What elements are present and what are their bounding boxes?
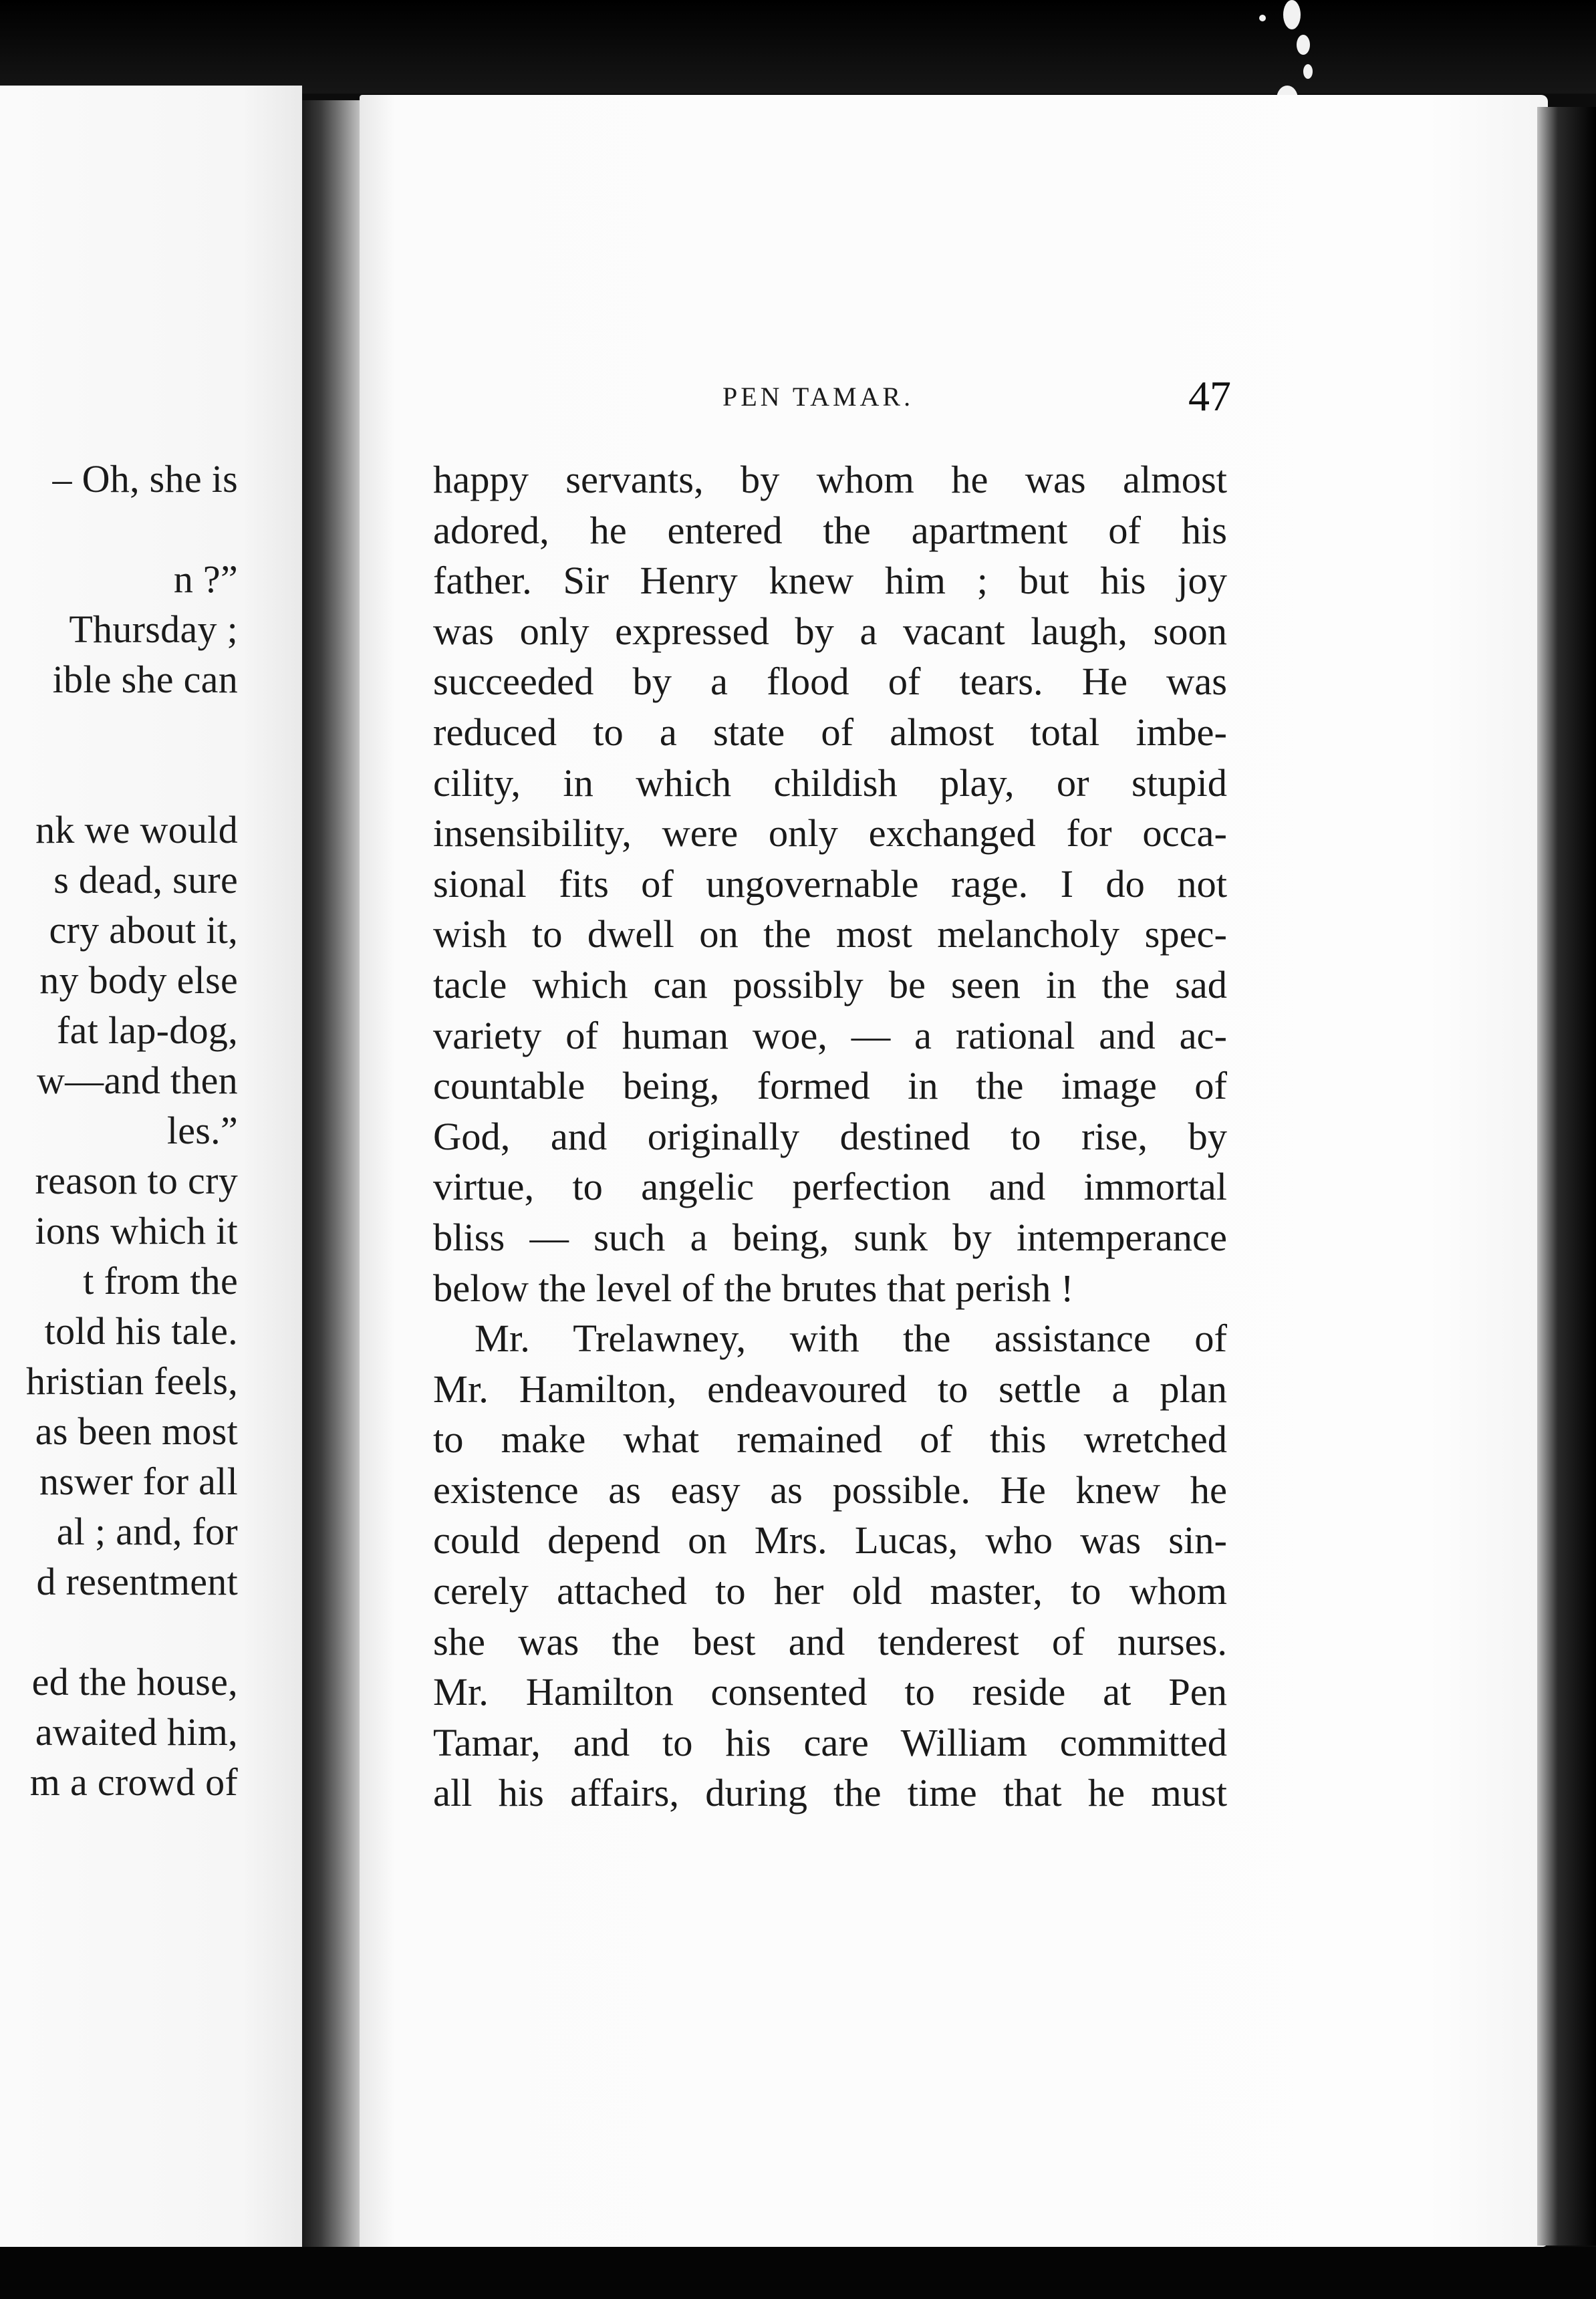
- page-edge-shadow: [1537, 107, 1596, 2246]
- text-line: reduced to a state of almost total imbe-: [433, 710, 1227, 754]
- left-line: d resentment: [36, 1560, 238, 1603]
- text-line: adored, he entered the apartment of his: [433, 508, 1227, 552]
- text-line: cerely attached to her old master, to whom: [433, 1569, 1227, 1613]
- left-line: les.”: [166, 1109, 238, 1152]
- text-line: could depend on Mrs. Lucas, who was sin-: [433, 1518, 1227, 1563]
- text-line: wish to dwell on the most melancholy spec-: [433, 912, 1227, 956]
- left-line: t from the: [83, 1259, 238, 1303]
- left-line: al ; and, for: [56, 1510, 238, 1553]
- left-line: nswer for all: [39, 1460, 238, 1503]
- page-number: 47: [1188, 372, 1231, 420]
- left-line: as been most: [35, 1409, 238, 1453]
- text-line: father. Sir Henry knew him ; but his joy: [433, 559, 1227, 603]
- left-line: ible she can: [52, 658, 238, 701]
- text-line: succeeded by a flood of tears. He was: [433, 660, 1227, 704]
- text-line: countable being, formed in the image of: [433, 1064, 1227, 1108]
- left-line: awaited him,: [35, 1710, 238, 1754]
- text-line: Mr. Hamilton consented to reside at Pen: [433, 1670, 1227, 1714]
- scan-background-bottom: [0, 2247, 1596, 2299]
- left-line: n ?”: [173, 557, 238, 601]
- left-line: reason to cry: [35, 1159, 238, 1202]
- text-line: she was the best and tenderest of nurses.: [433, 1619, 1227, 1663]
- text-line: God, and originally destined to rise, by: [433, 1114, 1227, 1158]
- text-line: cility, in which childish play, or stupid: [433, 761, 1227, 805]
- left-line: ny body else: [39, 958, 238, 1002]
- book-gutter: [302, 100, 364, 2272]
- left-line: m a crowd of: [29, 1760, 238, 1804]
- text-line: existence as easy as possible. He knew he: [433, 1468, 1227, 1512]
- running-head: PEN TAMAR.: [722, 382, 914, 412]
- text-line: variety of human woe, — a rational and ac-: [433, 1013, 1227, 1057]
- scan-background-top: [0, 0, 1596, 94]
- text-line: all his affairs, during the time that he must: [433, 1771, 1227, 1815]
- text-line: was only expressed by a vacant laugh, soon: [433, 609, 1227, 653]
- left-line: w—and then: [37, 1059, 238, 1102]
- left-line: s dead, sure: [53, 858, 238, 902]
- left-line: fat lap-dog,: [57, 1008, 238, 1052]
- text-line: to make what remained of this wretched: [433, 1417, 1227, 1462]
- left-line: cry about it,: [49, 908, 238, 952]
- text-line: insensibility, were only exchanged for occa-: [433, 811, 1227, 855]
- left-line: told his tale.: [44, 1309, 238, 1353]
- text-line: Mr. Hamilton, endeavoured to settle a plan: [433, 1367, 1227, 1411]
- text-line: tacle which can possibly be seen in the sad: [433, 962, 1227, 1006]
- text-line: virtue, to angelic perfection and immortal: [433, 1165, 1227, 1209]
- left-line: Thursday ;: [69, 607, 238, 651]
- left-line: nk we would: [35, 808, 238, 851]
- left-page: [0, 86, 302, 2271]
- text-line: below the level of the brutes that perish !: [433, 1266, 1074, 1310]
- left-line: ions which it: [35, 1209, 238, 1252]
- text-line: happy servants, by whom he was almost: [433, 458, 1227, 501]
- text-line: sional fits of ungovernable rage. I do not: [433, 861, 1227, 906]
- body-text: [433, 454, 1227, 1818]
- text-line: Mr. Trelawney, with the assistance of: [475, 1317, 1227, 1361]
- left-line: ed the house,: [31, 1660, 238, 1704]
- text-line: Tamar, and to his care William committed: [433, 1720, 1227, 1764]
- left-line: – Oh, she is: [52, 457, 238, 501]
- text-line: bliss — such a being, sunk by intemperance: [433, 1215, 1227, 1259]
- left-line: hristian feels,: [26, 1359, 238, 1403]
